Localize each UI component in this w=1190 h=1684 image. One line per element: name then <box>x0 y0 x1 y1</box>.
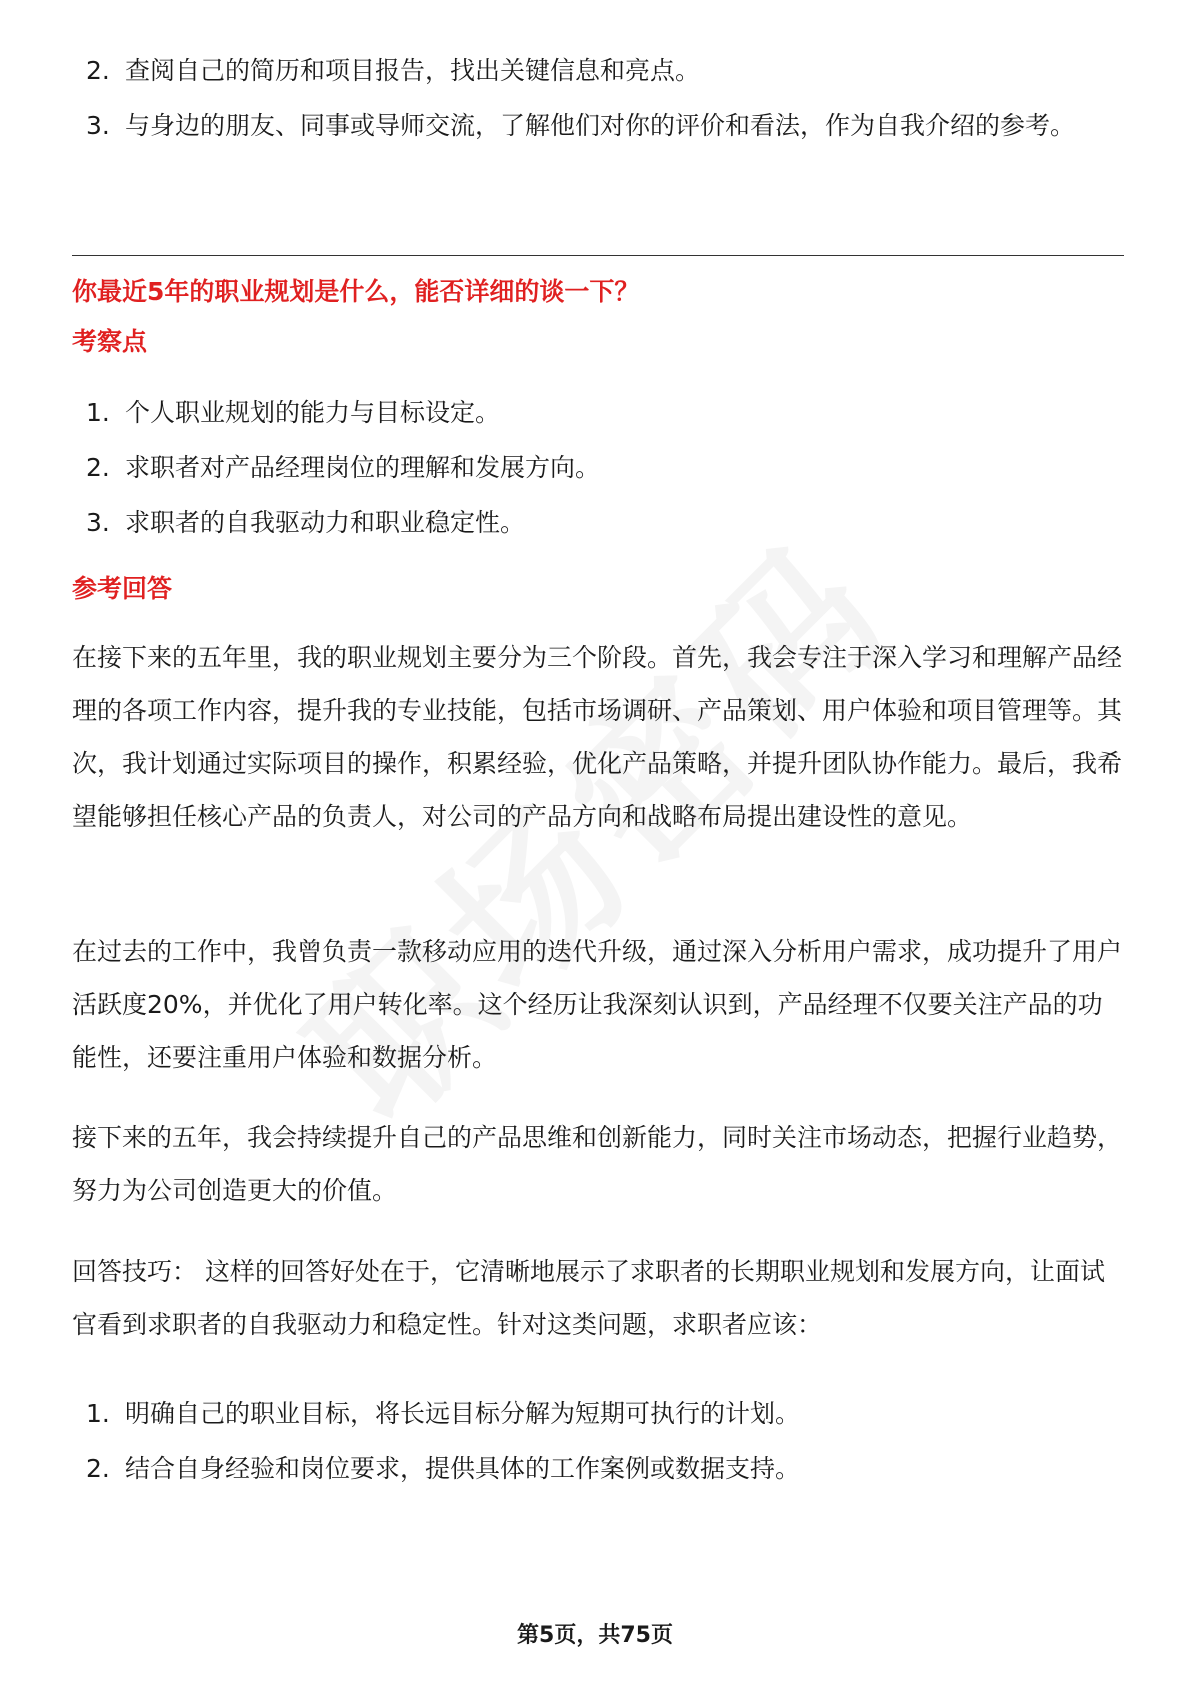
list-text: 求职者对产品经理岗位的理解和发展方向。 <box>125 453 601 482</box>
list-number: 2. <box>86 56 110 85</box>
list-number: 3. <box>86 508 110 537</box>
answer-heading: 参考回答 <box>72 574 173 603</box>
section-divider <box>72 255 1124 256</box>
list-number: 1. <box>86 1399 110 1428</box>
list-text: 明确自己的职业目标，将长远目标分解为短期可执行的计划。 <box>125 1399 801 1428</box>
list-number: 2. <box>86 453 110 482</box>
list-item <box>72 494 1124 552</box>
answer-paragraph: 在接下来的五年里，我的职业规划主要分为三个阶段。首先，我会专注于深入学习和理解产品经理的各项工作内容，提升我的专业技能，包括市场调研、产品策划、用户体验和项目管理等。其次，我计划通过实际项目的操作，积累经验，优化产品策略，并提升团队协作能力。最后，我希望能够担任核心产品的负责人，对公司的产品方向和战略布局提出建设性的意见。 <box>72 643 1123 831</box>
list-text: 与身边的朋友、同事或导师交流，了解他们对你的评价和看法，作为自我介绍的参考。 <box>125 111 1076 140</box>
list-text: 求职者的自我驱动力和职业稳定性。 <box>125 508 526 537</box>
tips-intro-paragraph: 回答技巧： 这样的回答好处在于，它清晰地展示了求职者的长期职业规划和发展方向，让面试官看到求职者的自我驱动力和稳定性。针对这类问题，求职者应该： <box>72 1257 1105 1339</box>
list-item <box>72 384 1124 442</box>
list-number: 2. <box>86 1454 110 1483</box>
list-number: 3. <box>86 111 110 140</box>
points-heading: 考察点 <box>72 327 148 356</box>
list-text: 查阅自己的简历和项目报告，找出关键信息和亮点。 <box>125 56 701 85</box>
answer-paragraph: 接下来的五年，我会持续提升自己的产品思维和创新能力，同时关注市场动态，把握行业趋势，努力为公司创造更大的价值。 <box>72 1123 1123 1205</box>
answer-paragraph: 在过去的工作中，我曾负责一款移动应用的迭代升级，通过深入分析用户需求，成功提升了用户活跃度20%，并优化了用户转化率。这个经历让我深刻认识到，产品经理不仅要关注产品的功能性，还要注重用户体验和数据分析。 <box>72 937 1123 1072</box>
list-item <box>72 1385 1124 1443</box>
list-item <box>72 42 1124 100</box>
list-item <box>72 1440 1124 1498</box>
list-item <box>72 439 1124 497</box>
list-number: 1. <box>86 398 110 427</box>
list-text: 结合自身经验和岗位要求，提供具体的工作案例或数据支持。 <box>125 1454 801 1483</box>
page-number-footer: 第5页，共75页 <box>517 1623 673 1648</box>
list-text: 个人职业规划的能力与目标设定。 <box>125 398 501 427</box>
list-item <box>72 97 1124 155</box>
question-title: 你最近5年的职业规划是什么，能否详细的谈一下？ <box>72 277 640 306</box>
